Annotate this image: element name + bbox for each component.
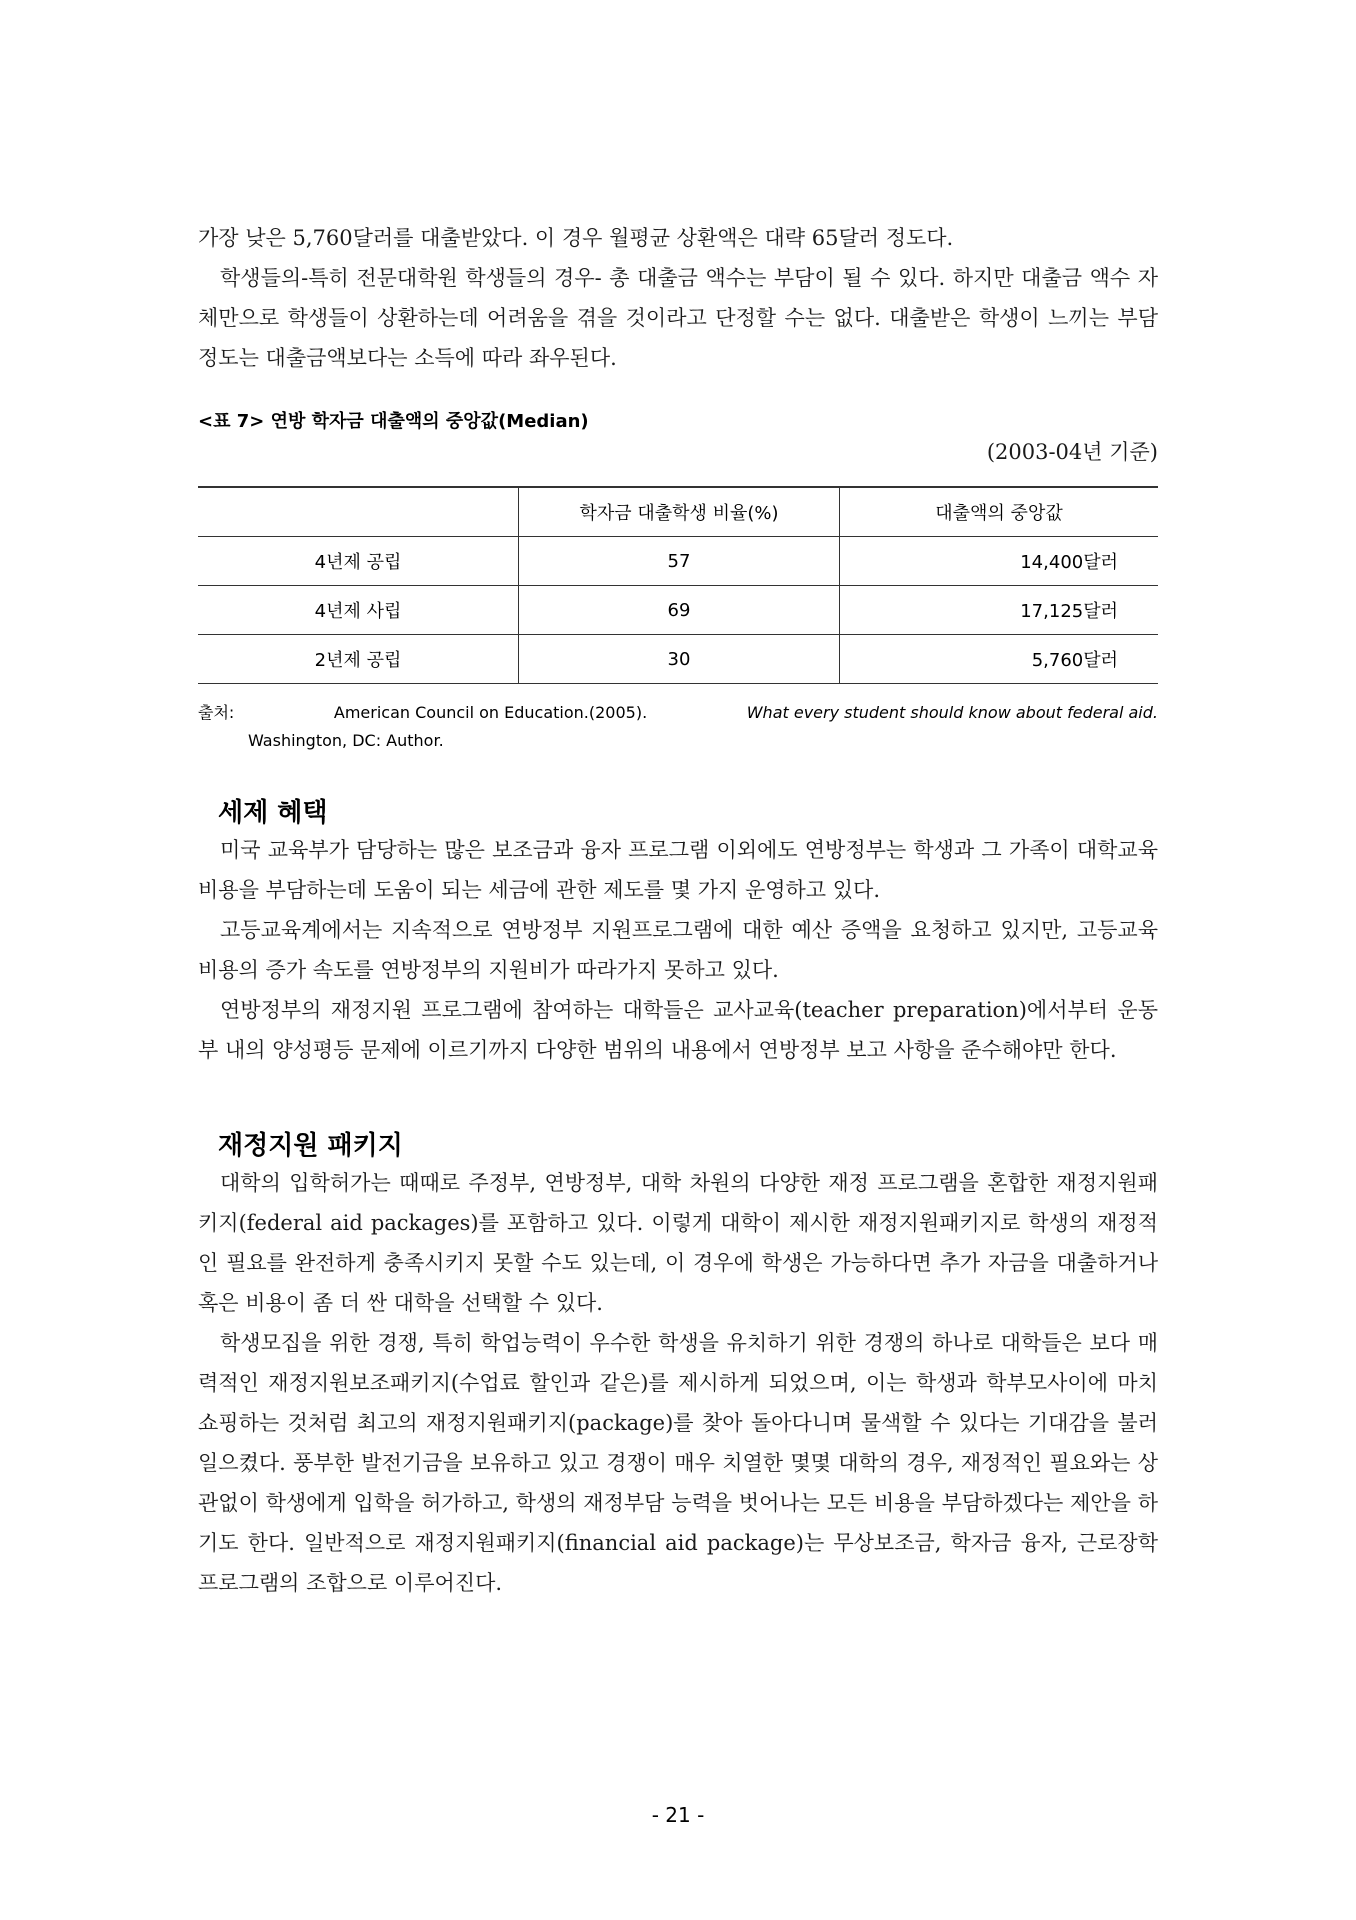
section-heading-package: 재정지원 패키지	[218, 1131, 403, 1161]
table-header-cell: 대출액의 중앙값	[840, 487, 1159, 537]
table-header-row	[198, 487, 1158, 537]
table-cell: 17,125달러	[840, 586, 1159, 635]
table-cell: 69	[519, 586, 840, 635]
table-caption: <표 7> 연방 학자금 대출액의 중앙값(Median)	[198, 411, 589, 432]
table-cell: 30	[519, 635, 840, 684]
section-heading-tax: 세제 혜택	[218, 798, 328, 828]
table-row	[198, 635, 1158, 684]
paragraph: 고등교육계에서는 지속적으로 연방정부 지원프로그램에 대한 예산 증액을 요청하고 있지만, 고등교육 비용의 증가 속도를 연방정부의 지원비가 따라가지 못하고 있다.	[198, 918, 1158, 982]
section-tax-text	[198, 830, 1158, 1070]
paragraph: 학생들의-특히 전문대학원 학생들의 경우- 총 대출금 액수는 부담이 될 수 있다. 하지만 대출금 액수 자체만으로 학생들이 상환하는데 어려움을 겪을 것이라고 단정할 수는 없다. 대출받은 학생이 느끼는 부담 정도는 대출금액보다는 소득에 따라 좌우된다.	[198, 266, 1158, 370]
source-authors: American Council on Education.(2005).	[333, 703, 648, 722]
source-line	[198, 699, 1158, 727]
table-cell: 57	[519, 537, 840, 586]
intro-text	[198, 218, 1158, 378]
page-number: - 21 -	[651, 1803, 705, 1827]
table-basis-note: (2003-04년 기준)	[986, 440, 1158, 464]
section-package-text	[198, 1163, 1158, 1603]
table-source	[198, 699, 1158, 755]
source-title: What every student should know about federal aid.	[746, 703, 1158, 722]
table-header-cell: 학자금 대출학생 비율(%)	[519, 487, 840, 537]
paragraph: 연방정부의 재정지원 프로그램에 참여하는 대학들은 교사교육(teacher preparation)에서부터 운동부 내의 양성평등 문제에 이르기까지 다양한 범위의 내용에서 연방정부 보고 사항을 준수해야만 한다.	[198, 998, 1158, 1062]
table-row	[198, 586, 1158, 635]
paragraph: 가장 낮은 5,760달러를 대출받았다. 이 경우 월평균 상환액은 대략 65달러 정도다.	[198, 226, 954, 250]
paragraph: 학생모집을 위한 경쟁, 특히 학업능력이 우수한 학생을 유치하기 위한 경쟁의 하나로 대학들은 보다 매력적인 재정지원보조패키지(수업료 할인과 같은)를 제시하게 되었으며, 이는 학생과 학부모사이에 마치 쇼핑하는 것처럼 최고의 재정지원패키지(package)를 찾아 돌아다니며 물색할 수 있다는 기대감을 불러일으켰다. 풍부한 발전기금을 보유하고 있고 경쟁이 매우 치열한 몇몇 대학의 경우, 재정적인 필요와는 상관없이 학생에게 입학을 허가하고, 학생의 재정부담 능력을 벗어나는 모든 비용을 부담하겠다는 제안을 하기도 한다. 일반적으로 재정지원패키지(financial aid package)는 무상보조금, 학자금 융자, 근로장학 프로그램의 조합으로 이루어진다.	[198, 1331, 1158, 1595]
table-cell: 2년제 공립	[198, 635, 519, 684]
table-cell: 4년제 공립	[198, 537, 519, 586]
table-header-cell	[198, 487, 519, 537]
table-cell: 14,400달러	[840, 537, 1159, 586]
table-row	[198, 537, 1158, 586]
table-cell: 4년제 사립	[198, 586, 519, 635]
paragraph: 대학의 입학허가는 때때로 주정부, 연방정부, 대학 차원의 다양한 재정 프로그램을 혼합한 재정지원패키지(federal aid packages)를 포함하고 있다. 이렇게 대학이 제시한 재정지원패키지로 학생의 재정적인 필요를 완전하게 충족시키지 못할 수도 있는데, 이 경우에 학생은 가능하다면 추가 자금을 대출하거나 혹은 비용이 좀 더 싼 대학을 선택할 수 있다.	[198, 1171, 1158, 1315]
paragraph: 미국 교육부가 담당하는 많은 보조금과 융자 프로그램 이외에도 연방정부는 학생과 그 가족이 대학교육 비용을 부담하는데 도움이 되는 세금에 관한 제도를 몇 가지 운영하고 있다.	[198, 838, 1158, 902]
loan-median-table	[198, 486, 1158, 684]
source-prefix: 출처:	[198, 703, 235, 722]
source-publisher: Washington, DC: Author.	[248, 731, 444, 750]
table-cell: 5,760달러	[840, 635, 1159, 684]
